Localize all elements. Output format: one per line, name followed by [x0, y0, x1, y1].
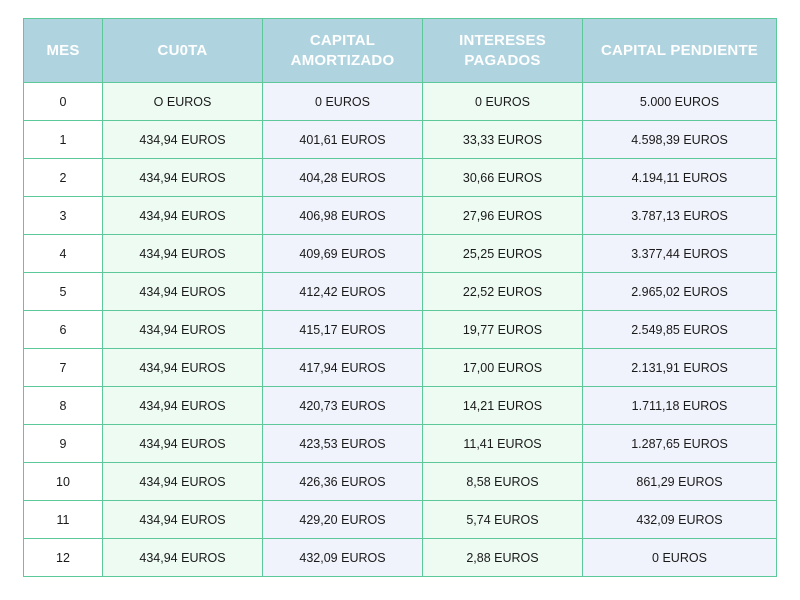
cell-capital-pendiente: 3.377,44 EUROS — [583, 235, 777, 273]
table-row — [24, 83, 777, 121]
cell-intereses-pagados: 14,21 EUROS — [423, 387, 583, 425]
table-row — [24, 539, 777, 577]
cell-capital-pendiente: 3.787,13 EUROS — [583, 197, 777, 235]
cell-cuota: 434,94 EUROS — [103, 197, 263, 235]
cell-capital-pendiente: 1.711,18 EUROS — [583, 387, 777, 425]
cell-capital-amortizado: 406,98 EUROS — [263, 197, 423, 235]
cell-mes: 1 — [24, 121, 103, 159]
cell-mes: 8 — [24, 387, 103, 425]
cell-capital-pendiente: 2.965,02 EUROS — [583, 273, 777, 311]
cell-capital-amortizado: 417,94 EUROS — [263, 349, 423, 387]
header-intereses-pagados-label: INTERESES — [459, 31, 546, 49]
cell-mes: 11 — [24, 501, 103, 539]
table-row — [24, 159, 777, 197]
cell-capital-amortizado: 415,17 EUROS — [263, 311, 423, 349]
header-mes — [24, 19, 103, 83]
table-body — [24, 83, 777, 577]
amortization-table-container — [23, 18, 776, 577]
table-row — [24, 425, 777, 463]
table-row — [24, 311, 777, 349]
cell-mes: 3 — [24, 197, 103, 235]
cell-capital-amortizado: 429,20 EUROS — [263, 501, 423, 539]
cell-cuota: 434,94 EUROS — [103, 539, 263, 577]
cell-capital-amortizado: 432,09 EUROS — [263, 539, 423, 577]
cell-intereses-pagados: 8,58 EUROS — [423, 463, 583, 501]
cell-mes: 0 — [24, 83, 103, 121]
cell-cuota: 434,94 EUROS — [103, 311, 263, 349]
cell-capital-amortizado: 420,73 EUROS — [263, 387, 423, 425]
table-header — [24, 19, 777, 83]
cell-cuota: 434,94 EUROS — [103, 387, 263, 425]
cell-cuota: 434,94 EUROS — [103, 501, 263, 539]
header-intereses-pagados — [423, 19, 583, 83]
cell-intereses-pagados: 0 EUROS — [423, 83, 583, 121]
cell-capital-pendiente: 2.131,91 EUROS — [583, 349, 777, 387]
cell-capital-pendiente: 861,29 EUROS — [583, 463, 777, 501]
cell-capital-amortizado: 423,53 EUROS — [263, 425, 423, 463]
cell-cuota: 434,94 EUROS — [103, 425, 263, 463]
cell-capital-amortizado: 401,61 EUROS — [263, 121, 423, 159]
cell-cuota: O EUROS — [103, 83, 263, 121]
cell-capital-pendiente: 1.287,65 EUROS — [583, 425, 777, 463]
header-capital-amortizado-label: AMORTIZADO — [290, 51, 395, 69]
cell-capital-pendiente: 432,09 EUROS — [583, 501, 777, 539]
cell-cuota: 434,94 EUROS — [103, 235, 263, 273]
table-row — [24, 387, 777, 425]
cell-capital-pendiente: 4.598,39 EUROS — [583, 121, 777, 159]
cell-capital-amortizado: 404,28 EUROS — [263, 159, 423, 197]
cell-intereses-pagados: 11,41 EUROS — [423, 425, 583, 463]
cell-mes: 4 — [24, 235, 103, 273]
cell-intereses-pagados: 22,52 EUROS — [423, 273, 583, 311]
table-row — [24, 273, 777, 311]
header-cuota — [103, 19, 263, 83]
cell-cuota: 434,94 EUROS — [103, 159, 263, 197]
cell-cuota: 434,94 EUROS — [103, 463, 263, 501]
amortization-table — [23, 18, 777, 577]
cell-capital-pendiente: 4.194,11 EUROS — [583, 159, 777, 197]
cell-cuota: 434,94 EUROS — [103, 349, 263, 387]
cell-mes: 12 — [24, 539, 103, 577]
cell-mes: 7 — [24, 349, 103, 387]
cell-capital-pendiente: 5.000 EUROS — [583, 83, 777, 121]
cell-intereses-pagados: 27,96 EUROS — [423, 197, 583, 235]
header-capital-pendiente — [583, 19, 777, 83]
cell-mes: 6 — [24, 311, 103, 349]
cell-mes: 5 — [24, 273, 103, 311]
table-row — [24, 463, 777, 501]
table-row — [24, 121, 777, 159]
table-row — [24, 235, 777, 273]
cell-capital-amortizado: 412,42 EUROS — [263, 273, 423, 311]
cell-cuota: 434,94 EUROS — [103, 273, 263, 311]
cell-capital-amortizado: 0 EUROS — [263, 83, 423, 121]
cell-mes: 10 — [24, 463, 103, 501]
header-capital-pendiente-label: CAPITAL PENDIENTE — [600, 41, 759, 59]
cell-capital-amortizado: 426,36 EUROS — [263, 463, 423, 501]
header-row — [24, 19, 777, 83]
header-capital-amortizado-label: CAPITAL — [309, 31, 376, 49]
cell-intereses-pagados: 30,66 EUROS — [423, 159, 583, 197]
cell-intereses-pagados: 19,77 EUROS — [423, 311, 583, 349]
cell-mes: 9 — [24, 425, 103, 463]
cell-capital-pendiente: 2.549,85 EUROS — [583, 311, 777, 349]
header-mes-label: MES — [46, 41, 80, 59]
header-intereses-pagados-label: PAGADOS — [464, 51, 541, 69]
table-row — [24, 197, 777, 235]
table-row — [24, 349, 777, 387]
cell-cuota: 434,94 EUROS — [103, 121, 263, 159]
cell-intereses-pagados: 17,00 EUROS — [423, 349, 583, 387]
header-cuota-label: CU0TA — [157, 41, 208, 59]
cell-mes: 2 — [24, 159, 103, 197]
header-capital-amortizado — [263, 19, 423, 83]
cell-intereses-pagados: 33,33 EUROS — [423, 121, 583, 159]
cell-capital-pendiente: 0 EUROS — [583, 539, 777, 577]
cell-intereses-pagados: 5,74 EUROS — [423, 501, 583, 539]
cell-intereses-pagados: 25,25 EUROS — [423, 235, 583, 273]
cell-capital-amortizado: 409,69 EUROS — [263, 235, 423, 273]
cell-intereses-pagados: 2,88 EUROS — [423, 539, 583, 577]
table-row — [24, 501, 777, 539]
